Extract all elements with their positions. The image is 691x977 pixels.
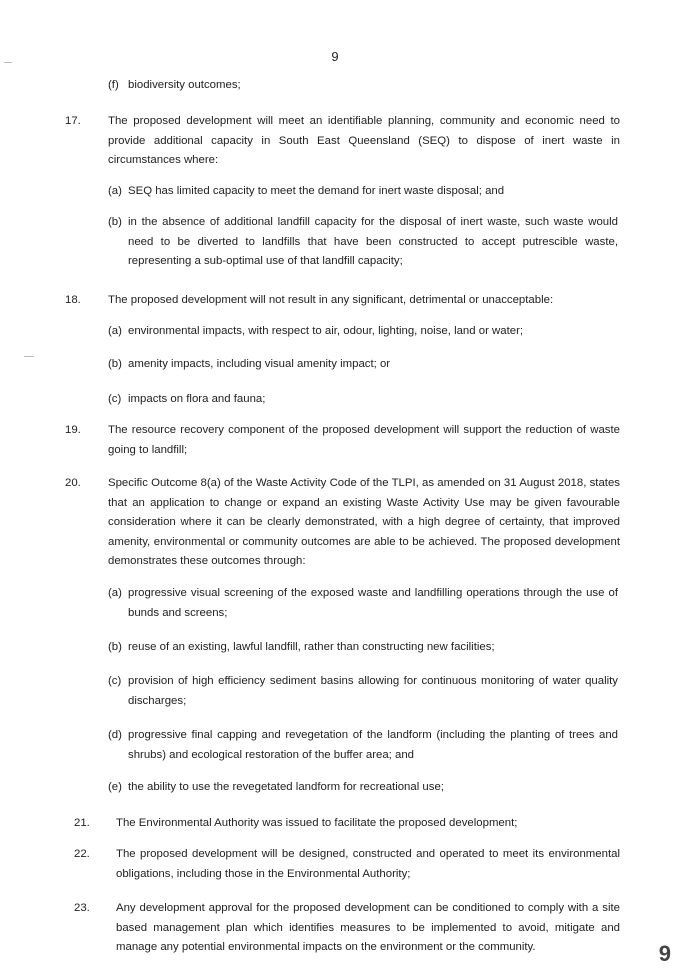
sub-item-text: progressive visual screening of the exposed waste and landfilling operations through the use of bunds and screens; — [128, 587, 618, 619]
sub-item-label: (a) — [108, 185, 122, 197]
sub-item-text: reuse of an existing, lawful landfill, rather than constructing new facilities; — [128, 641, 495, 653]
sub-item-label: (b) — [108, 358, 122, 370]
sub-item-text: the ability to use the revegetated landform for recreational use; — [128, 781, 444, 793]
page-number: 9 — [331, 49, 339, 64]
paragraph-number: 20. — [65, 477, 81, 489]
paragraph-number: 22. — [74, 848, 90, 860]
paragraph-text: The resource recovery component of the proposed development will support the reduction of waste going to landfill; — [108, 424, 620, 456]
sub-item-label: (b) — [108, 641, 122, 653]
sub-item-label: (b) — [108, 216, 122, 228]
paragraph-text: Any development approval for the proposed development can be conditioned to comply with a site based management plan which identifies measures to be implemented to avoid, mitigate and manage any potential environmental impacts on the environment or the community. — [116, 902, 620, 953]
paragraph-text: Specific Outcome 8(a) of the Waste Activity Code of the TLPI, as amended on 31 August 2018, states that an application to change or expand an existing Waste Activity Use may be given favourable consideration where it can be clearly demonstrated, with a high degree of certainty, that improved amenity, environmental or community outcomes are able to be achieved. The proposed development demonstrates these outcomes through: — [108, 477, 620, 567]
paragraph-number: 17. — [65, 115, 81, 127]
sub-item-label: (c) — [108, 675, 122, 687]
paragraph-number: 18. — [65, 294, 81, 306]
paragraph-text: The proposed development will be designed, constructed and operated to meet its environmental obligations, including those in the Environmental Authority; — [116, 848, 620, 880]
sub-item-text: environmental impacts, with respect to air, odour, lighting, noise, land or water; — [128, 325, 524, 337]
sub-item-text: progressive final capping and revegetation of the landform (including the planting of trees and shrubs) and ecological restoration of the buffer area; and — [128, 729, 618, 761]
scan-mark — [24, 356, 34, 357]
sub-item-text: provision of high efficiency sediment basins allowing for continuous monitoring of water quality discharges; — [128, 675, 618, 707]
sub-item-label: (e) — [108, 781, 122, 793]
corner-page-number: 9 — [658, 940, 671, 966]
sub-item-label: (a) — [108, 587, 122, 599]
paragraph-number: 21. — [74, 817, 90, 829]
sub-item-text: amenity impacts, including visual amenity impact; or — [128, 358, 391, 370]
paragraph-text: The proposed development will not result in any significant, detrimental or unacceptable: — [108, 294, 554, 306]
sub-item-label: (f) — [108, 79, 119, 91]
sub-item-text: biodiversity outcomes; — [128, 79, 241, 91]
paragraph-number: 19. — [65, 424, 81, 436]
paragraph-text: The Environmental Authority was issued to facilitate the proposed development; — [116, 817, 518, 829]
scan-mark — [4, 62, 12, 63]
sub-item-text: in the absence of additional landfill capacity for the disposal of inert waste, such waste would need to be diverted to landfills that have been constructed to accept putrescible waste, representing a sub-optimal use of that landfill capacity; — [128, 216, 618, 267]
sub-item-text: impacts on flora and fauna; — [128, 393, 266, 405]
sub-item-text: SEQ has limited capacity to meet the demand for inert waste disposal; and — [128, 185, 505, 197]
paragraph-number: 23. — [74, 902, 90, 914]
sub-item-label: (a) — [108, 325, 122, 337]
sub-item-label: (d) — [108, 729, 122, 741]
paragraph-text: The proposed development will meet an identifiable planning, community and economic need to provide additional capacity in South East Queensland (SEQ) to dispose of inert waste in circumstances where: — [108, 115, 620, 166]
sub-item-label: (c) — [108, 393, 122, 405]
